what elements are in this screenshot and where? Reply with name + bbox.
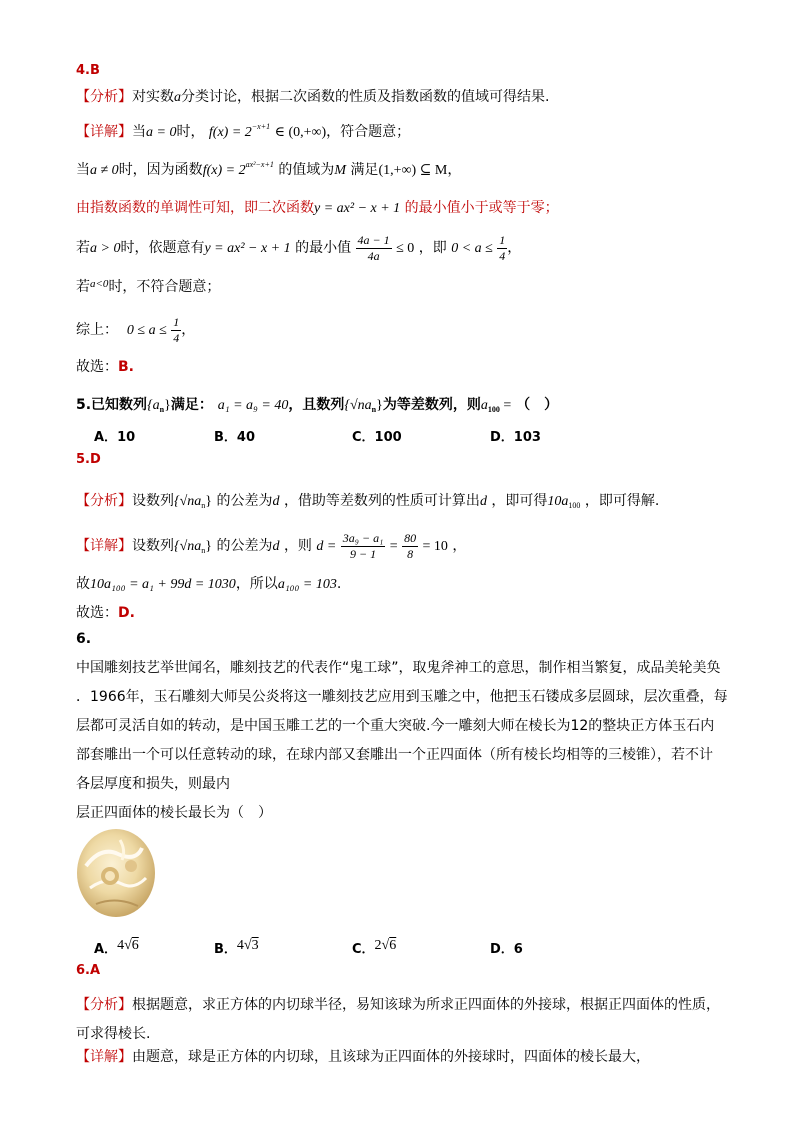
ivory-ball-illustration [76, 826, 156, 918]
q6-answer: 6.A [76, 963, 101, 978]
detail-tag: 【详解】 [76, 124, 132, 140]
q6-stem: 中国雕刻技艺举世闻名，雕刻技艺的代表作“鬼工球”，取鬼斧神工的意思，制作相当繁复，成品美轮美奂 ．1966年，玉石雕刻大师吴公炎将这一雕刻技艺应用到玉雕之中，他把玉石镂成多层圆球，层次重叠，每 层都可灵活自如的转动，是中国玉雕工艺的一个重大突破.今一雕刻大师在棱长为12的整块正方体玉石内 部套雕出一个可以任意转动的球，在球内部又套雕出一个正四面体（所有棱长均相等的三棱锥），若不计 各层厚度和损失，则最内 层正四面体的棱长最长为（ ） [76, 660, 728, 821]
q5-option-d[interactable]: D．103 [490, 430, 541, 445]
q4-detail-line-2: 当a ≠ 0时，因为函数$f(x) = 2^{ax^2-x+1}$ 的值域为M 满足(1,+∞) ⊆ M， [76, 160, 462, 178]
q5-option-a[interactable]: A．10 [94, 430, 136, 445]
q6-analysis: 【分析】根据题意，求正方体的内切球半径，易知该球为所求正四面体的外接球，根据正四面体的性质， 可求得棱长. [76, 997, 720, 1042]
q5-choose: 故选：D. [76, 605, 135, 621]
fraction: $\frac{\text{3a₉ − a₁}}{9 - 1}$ [342, 530, 384, 561]
q6-option-b[interactable]: B．4√3 [214, 938, 259, 957]
q4-answer: 4.B [76, 63, 100, 78]
q4-detail-line-3: 由指数函数的单调性可知，即二次函数y = ax² − x + 1 的最小值小于或等于零； [76, 200, 559, 216]
fraction: $\frac{1}{4}$ [499, 232, 506, 263]
detail-tag: 【详解】 [76, 1049, 132, 1065]
q4-choose: 故选：B. [76, 359, 134, 375]
analysis-tag: 【分析】 [76, 89, 132, 105]
analysis-tag: 【分析】 [76, 493, 132, 509]
detail-tag: 【详解】 [76, 538, 132, 554]
q4-detail-line-4: 若a > 0时，依题意有y = ax² − x + 1 的最小值 $\frac{4a - 1}{4a}$ ≤ 0 ，即 0 < a ≤ $\frac{1}{4}$ ， [76, 232, 522, 263]
q5-detail-line-1: 【详解】设数列$\{√na_n\}$ 的公差为d ，则 d = $\frac{\text{3a₉ − a₁}}{9 - 1}$ = $\frac{80}{8}$ = 10 ， [76, 530, 467, 561]
q6-option-a[interactable]: A．4√6 [94, 938, 139, 957]
q5-analysis-line: 【分析】设数列$\{√na_n\}$ 的公差为d ，借助等差数列的性质可计算出d ，即可得$10a_{100}$ ，即可得解. [76, 493, 660, 510]
q4-detail-line-5: 若$^{a<0}$时，不符合题意； [76, 278, 221, 295]
q4-analysis-line: 【分析】对实数a分类讨论，根据二次函数的性质及指数函数的值域可得结果. [76, 89, 550, 105]
q6-number: 6. [76, 631, 92, 647]
analysis-tag: 【分析】 [76, 997, 132, 1013]
q6-detail-line: 【详解】由题意，球是正方体的内切球，且该球为正四面体的外接球时，四面体的棱长最大， [76, 1049, 650, 1065]
fraction: $\frac{4a - 1}{4a}$ [357, 232, 390, 263]
q4-detail-line-6: 综上： 0 ≤ a ≤ $\frac{1}{4}$ ， [76, 314, 196, 345]
q5-answer: 5.D [76, 452, 101, 467]
q5-stem: 5.已知数列$\{a_n\}$满足： a₁ = a₉ = 40，且数列$\{√na_n\}$为等差数列，则$a_{100}$ = （ ） [76, 397, 559, 414]
q5-option-c[interactable]: C．100 [352, 430, 402, 445]
q6-option-d[interactable]: D．6 [490, 942, 523, 957]
q4-detail-line-1: 【详解】当a = 0时， $f(x) = 2^{-x+1}$ ∈ (0,+∞)，符合题意； [76, 122, 411, 140]
q5-detail-line-2: 故10a₁₀₀ = a₁ + 99d = 1030，所以a₁₀₀ = 103. [76, 576, 342, 592]
ivory-ball-image [76, 826, 156, 918]
fraction: $\frac{80}{8}$ [404, 530, 417, 561]
q5-option-b[interactable]: B．40 [214, 430, 256, 445]
q6-option-c[interactable]: C．2√6 [352, 938, 397, 957]
fraction: $\frac{1}{4}$ [173, 314, 180, 345]
